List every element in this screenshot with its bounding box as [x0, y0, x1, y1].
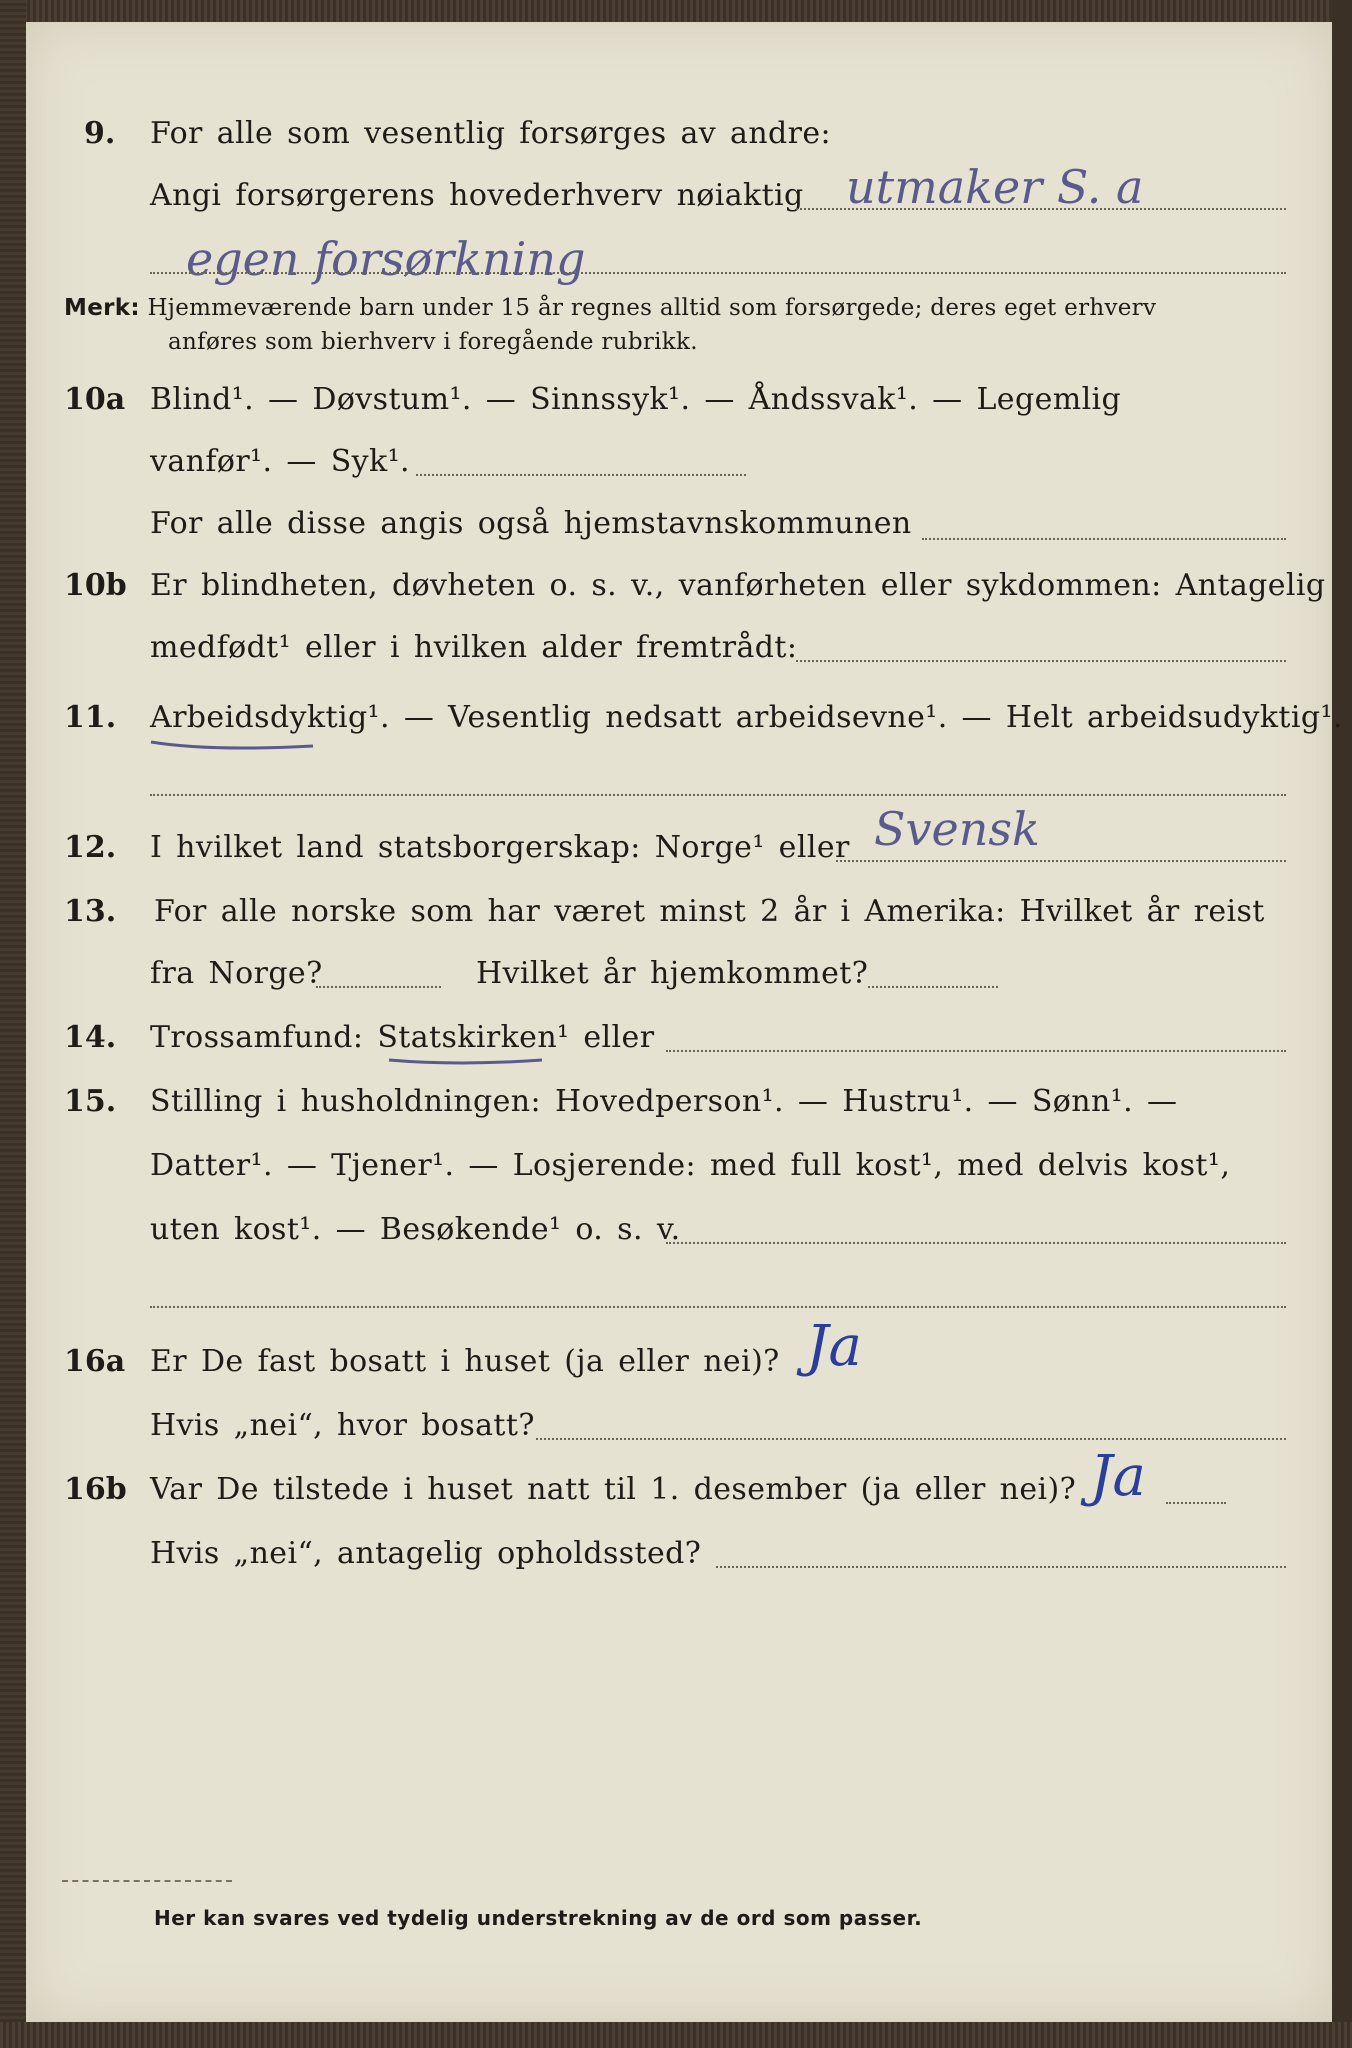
- q16b-answer-line-2[interactable]: [716, 1566, 1286, 1568]
- q15-line-2: Datter¹. — Tjener¹. — Losjerende: med full kost¹, med delvis kost¹,: [150, 1148, 1231, 1183]
- q9-line-1: For alle som vesentlig forsørges av andre:: [150, 116, 832, 151]
- q10a-number: 10a: [64, 382, 126, 417]
- q15-line-1: Stilling i husholdningen: Hovedperson¹. — Hustru¹. — Sønn¹. —: [150, 1084, 1178, 1119]
- q10b-line-2: medfødt¹ eller i hvilken alder fremtrådt:: [150, 630, 798, 665]
- census-form-page: [26, 22, 1343, 2022]
- q12-answer-line[interactable]: [836, 860, 1286, 862]
- q10a-line-3: For alle disse angis også hjemstavnskommunen: [150, 506, 912, 541]
- q16a-answer-line[interactable]: [536, 1438, 1286, 1440]
- q10b-line-1: Er blindheten, døvheten o. s. v., vanførheten eller sykdommen: Antagelig: [150, 568, 1326, 603]
- q13-answer-line-1[interactable]: [316, 986, 441, 988]
- scan-edge-bottom: [0, 2022, 1352, 2048]
- footnote-text: Her kan svares ved tydelig understrekning av de ord som passer.: [154, 1906, 923, 1930]
- q12-handwritten-answer: Svensk: [874, 802, 1040, 856]
- q16b-number: 16b: [64, 1472, 127, 1507]
- q10a-line-1: Blind¹. — Døvstum¹. — Sinnssyk¹. — Åndssvak¹. — Legemlig: [150, 382, 1122, 417]
- q13-line-2b: Hvilket år hjemkommet?: [476, 956, 869, 991]
- q16a-number: 16a: [64, 1344, 126, 1379]
- q14-line-1: Trossamfund: Statskirken¹ eller: [150, 1020, 655, 1055]
- q15-number: 15.: [64, 1084, 117, 1119]
- q16b-handwritten-answer: Ja: [1090, 1444, 1146, 1509]
- q13-line-1: For alle norske som har været minst 2 år i Amerika: Hvilket år reist: [154, 894, 1265, 929]
- q9-answer-line-1[interactable]: [796, 208, 1286, 210]
- q15-answer-line-1[interactable]: [666, 1242, 1286, 1244]
- q11-underline-mark: [148, 734, 318, 754]
- scan-edge-left: [0, 0, 26, 2048]
- q9-handwritten-answer-2: egen forsørkning: [186, 232, 586, 286]
- q9-handwritten-answer-1: utmaker S. a: [846, 160, 1144, 214]
- q16a-line-2: Hvis „nei“, hvor bosatt?: [150, 1408, 535, 1443]
- q10a-answer-line-1[interactable]: [416, 474, 746, 476]
- q10a-line-2: vanfør¹. — Syk¹.: [150, 444, 410, 479]
- merk-line-2: anføres som bierhverv i foregående rubrikk.: [168, 329, 698, 355]
- q12-line-1: I hvilket land statsborgerskap: Norge¹ eller: [150, 830, 850, 865]
- q13-number: 13.: [64, 894, 117, 929]
- q15-line-3: uten kost¹. — Besøkende¹ o. s. v.: [150, 1212, 681, 1247]
- q11-line-1: Arbeidsdyktig¹. — Vesentlig nedsatt arbeidsevne¹. — Helt arbeidsudyktig¹.: [150, 700, 1343, 735]
- q9-number: 9.: [84, 116, 116, 151]
- merk-label: Merk:: [64, 295, 140, 321]
- q15-answer-line-2[interactable]: [150, 1306, 1286, 1308]
- q13-answer-line-2[interactable]: [868, 986, 998, 988]
- q10a-answer-line-2[interactable]: [922, 538, 1286, 540]
- q10b-number: 10b: [64, 568, 127, 603]
- q9-line-2: Angi forsørgerens hovederhverv nøiaktig: [150, 178, 804, 213]
- q16a-line-1: Er De fast bosatt i huset (ja eller nei)?: [150, 1344, 780, 1379]
- q13-line-2a: fra Norge?: [150, 956, 323, 991]
- merk-text-1: Hjemmeværende barn under 15 år regnes alltid som forsørgede; deres eget erhverv: [147, 295, 1157, 321]
- q12-number: 12.: [64, 830, 117, 865]
- q11-answer-line[interactable]: [150, 794, 1286, 796]
- merk-line-1: [64, 294, 1156, 322]
- scan-edge-right: [1332, 0, 1352, 2048]
- footnote-rule: [62, 1880, 232, 1882]
- q10b-answer-line[interactable]: [796, 660, 1286, 662]
- q9-answer-line-2[interactable]: [150, 272, 1286, 274]
- q16b-line-2: Hvis „nei“, antagelig opholdssted?: [150, 1536, 702, 1571]
- q14-number: 14.: [64, 1020, 117, 1055]
- q16b-answer-line-1[interactable]: [1166, 1502, 1226, 1504]
- scan-edge-top: [0, 0, 1352, 22]
- q16a-handwritten-answer: Ja: [806, 1314, 862, 1379]
- q14-underline-mark: [386, 1054, 546, 1070]
- q16b-line-1: Var De tilstede i huset natt til 1. desember (ja eller nei)?: [150, 1472, 1077, 1507]
- q11-number: 11.: [64, 700, 117, 735]
- q14-answer-line[interactable]: [666, 1050, 1286, 1052]
